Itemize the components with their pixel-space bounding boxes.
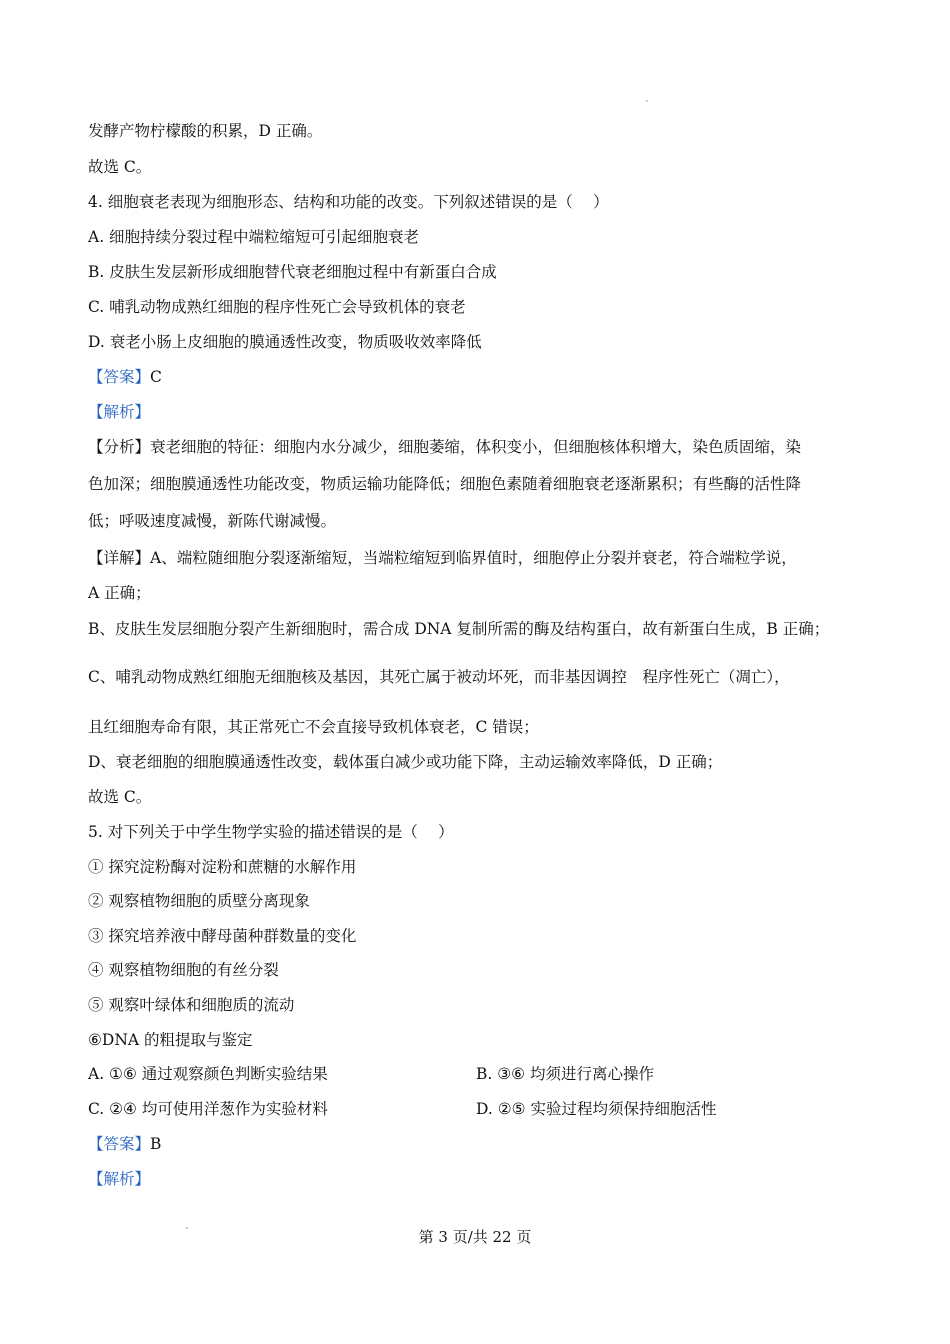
analysis-tag: 【解析】 — [88, 1170, 151, 1188]
question-4-option-c: C. 哺乳动物成熟红细胞的程序性死亡会导致机体的衰老 — [88, 298, 466, 316]
analysis-tag: 【解析】 — [88, 403, 151, 421]
question-4: 4. 细胞衰老表现为细胞形态、结构和功能的改变。下列叙述错误的是（ ） — [88, 193, 609, 211]
detail-line: A 正确； — [88, 584, 151, 602]
experiment-item: ② 观察植物细胞的质壁分离现象 — [88, 892, 310, 910]
question-4-option-a: A. 细胞持续分裂过程中端粒缩短可引起细胞衰老 — [88, 228, 420, 246]
detail-line: B、皮肤生发层细胞分裂产生新细胞时，需合成 DNA 复制所需的酶及结构蛋白，故有新蛋白生成，B 正确； — [88, 620, 830, 638]
experiment-item: ⑤ 观察叶绿体和细胞质的流动 — [88, 996, 295, 1014]
question-5: 5. 对下列关于中学生物学实验的描述错误的是（ ） — [88, 823, 454, 841]
question-5-option-c: C. ②④ 均可使用洋葱作为实验材料 — [88, 1100, 328, 1118]
question-5-option-a: A. ①⑥ 通过观察颜色判断实验结果 — [88, 1065, 328, 1083]
fenxi-text: 衰老细胞的特征：细胞内水分减少，细胞萎缩，体积变小，但细胞核体积增大，染色质固缩，染 — [150, 438, 802, 456]
question-5-option-d: D. ②⑤ 实验过程均须保持细胞活性 — [476, 1100, 717, 1118]
detail-line: 故选 C。 — [88, 788, 152, 806]
detail-line: 且红细胞寿命有限，其正常死亡不会直接导致机体衰老，C 错误； — [88, 718, 539, 736]
question-4-option-b: B. 皮肤生发层新形成细胞替代衰老细胞过程中有新蛋白合成 — [88, 263, 497, 281]
analysis-line: 色加深；细胞膜通透性功能改变，物质运输功能降低；细胞色素随着细胞衰老逐渐累积；有些酶的活性降 — [88, 475, 802, 493]
detail-line: C、哺乳动物成熟红细胞无细胞核及基因，其死亡属于被动坏死，而非基因调控 程序性死亡（凋亡）， — [88, 668, 790, 686]
fenxi-tag: 【分析】 — [88, 438, 151, 456]
xiangjie-tag: 【详解】 — [88, 549, 151, 567]
answer-value: C — [150, 368, 162, 386]
analysis-tag-row — [88, 1168, 150, 1190]
text-line: 故选 C。 — [88, 158, 152, 176]
answer-tag: 【答案】 — [88, 368, 151, 386]
page-footer: 第 3 页/共 22 页 — [418, 1228, 532, 1246]
analysis-line: 低；呼吸速度减慢，新陈代谢减慢。 — [88, 512, 337, 530]
question-5-option-b: B. ③⑥ 均须进行离心操作 — [476, 1065, 654, 1083]
analysis-line — [88, 436, 801, 458]
detail-line: D、衰老细胞的细胞膜通透性改变，载体蛋白减少或功能下降，主动运输效率降低，D 正确； — [88, 753, 723, 771]
answer-value: B — [150, 1135, 162, 1153]
experiment-item: ④ 观察植物细胞的有丝分裂 — [88, 961, 279, 979]
scan-speck — [646, 100, 648, 102]
detail-line — [88, 547, 797, 569]
question-4-option-d: D. 衰老小肠上皮细胞的膜通透性改变，物质吸收效率降低 — [88, 333, 482, 351]
analysis-tag-row — [88, 401, 150, 423]
xiangjie-text: A、端粒随细胞分裂逐渐缩短，当端粒缩短到临界值时，细胞停止分裂并衰老，符合端粒学说， — [150, 549, 797, 567]
answer-tag: 【答案】 — [88, 1135, 151, 1153]
text-line: 发酵产物柠檬酸的积累，D 正确。 — [88, 122, 323, 140]
experiment-item: ① 探究淀粉酶对淀粉和蔗糖的水解作用 — [88, 858, 357, 876]
experiment-item: ⑥DNA 的粗提取与鉴定 — [88, 1031, 253, 1049]
answer-row — [88, 366, 162, 388]
experiment-item: ③ 探究培养液中酵母菌种群数量的变化 — [88, 927, 357, 945]
answer-row — [88, 1133, 161, 1155]
